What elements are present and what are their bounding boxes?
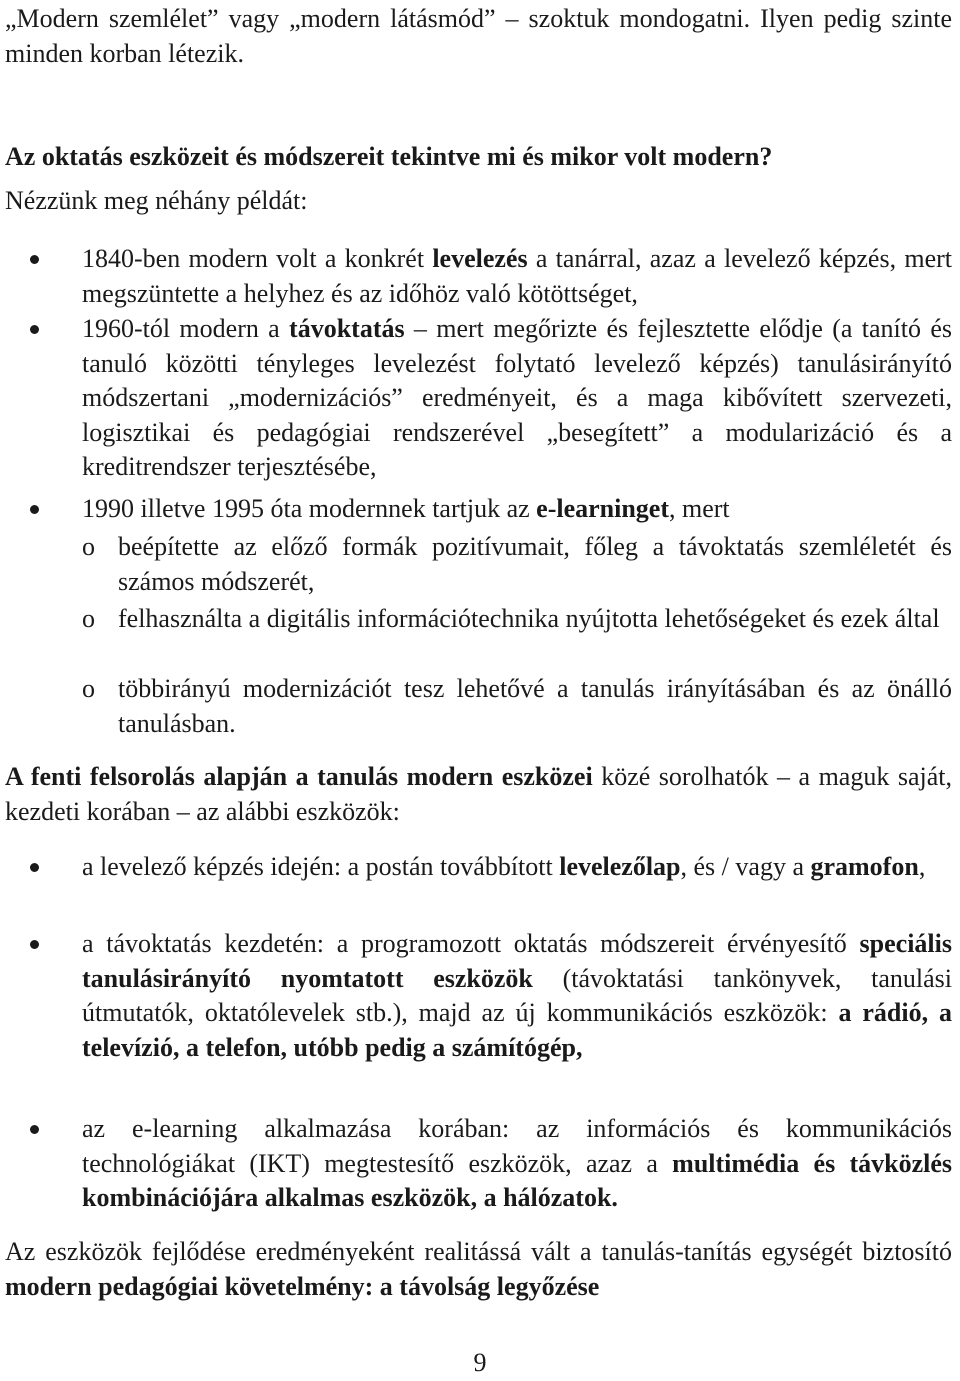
page-number: 9	[473, 1348, 487, 1377]
sub-bullet-marker: o	[82, 674, 95, 703]
list-item-distance-learning: a távoktatás kezdetén: a programozott oktatás módszereit érvényesítő speciális tanulásirányító nyomtatott eszközök (távoktatási tankönyvek, tanulási útmutatók, oktatólevelek stb.), majd az új kommunikációs eszközök: a rádió, a televízió, a telefon, utóbb pedig a számítógép,	[82, 929, 952, 1062]
bullet-icon	[30, 505, 39, 514]
list-item-1960: 1960-tól modern a távoktatás – mert megőrizte és fejlesztette elődje (a tanító és tanuló közötti tényleges levelezést folytató levelező képzés) tanulásirányító módszertani „modernizációs” eredményeit, és a maga kibővített szervezeti, logisztikai és pedagógiai rendszerével „besegített” a modularizáció és a kreditrendszer terjesztésébe,	[82, 314, 952, 482]
intro-line: Nézzünk meg néhány példát:	[5, 186, 308, 215]
list-item-1990: 1990 illetve 1995 óta modernnek tartjuk az e-learninget, mert	[82, 494, 730, 523]
bullet-icon	[30, 1125, 39, 1134]
bullet-icon	[30, 325, 39, 334]
paragraph-conclusion: Az eszközök fejlődése eredményeként realitássá vált a tanulás-tanítás egységét biztosító modern pedagógiai követelmény: a távolság legyőzése	[5, 1237, 952, 1301]
bullet-icon	[30, 940, 39, 949]
sub-bullet-marker: o	[82, 604, 95, 633]
sub-item-1: beépítette az előző formák pozitívumait, főleg a távoktatás szemléletét és számos módszerét,	[118, 532, 952, 596]
list-item-1840: 1840-ben modern volt a konkrét levelezés a tanárral, azaz a levelező képzés, mert megszüntette a helyhez és az időhöz való kötöttséget,	[82, 244, 952, 308]
section-heading: Az oktatás eszközeit és módszereit tekintve mi és mikor volt modern?	[5, 142, 773, 171]
list-item-correspondence: a levelező képzés idején: a postán továbbított levelezőlap, és / vagy a gramofon,	[82, 852, 926, 881]
bullet-icon	[30, 255, 39, 264]
list-item-elearning: az e-learning alkalmazása korában: az információs és kommunikációs technológiákat (IKT) megtestesítő eszközök, azaz a multimédia és távközlés kombinációjára alkalmas eszközök, a hálózatok.	[82, 1114, 952, 1213]
paragraph-modern-tools: A fenti felsorolás alapján a tanulás modern eszközei közé sorolhatók – a maguk saját, kezdeti korában – az alábbi eszközök:	[5, 762, 952, 826]
bullet-icon	[30, 863, 39, 872]
sub-item-3: többirányú modernizációt tesz lehetővé a tanulás irányításában és az önálló tanulásban.	[118, 674, 952, 738]
sub-item-2: felhasználta a digitális információtechnika nyújtotta lehetőségeket és ezek által	[118, 604, 940, 633]
sub-bullet-marker: o	[82, 532, 95, 561]
paragraph-modern-view: „Modern szemlélet” vagy „modern látásmód” – szoktuk mondogatni. Ilyen pedig szinte minden korban létezik.	[5, 4, 952, 68]
